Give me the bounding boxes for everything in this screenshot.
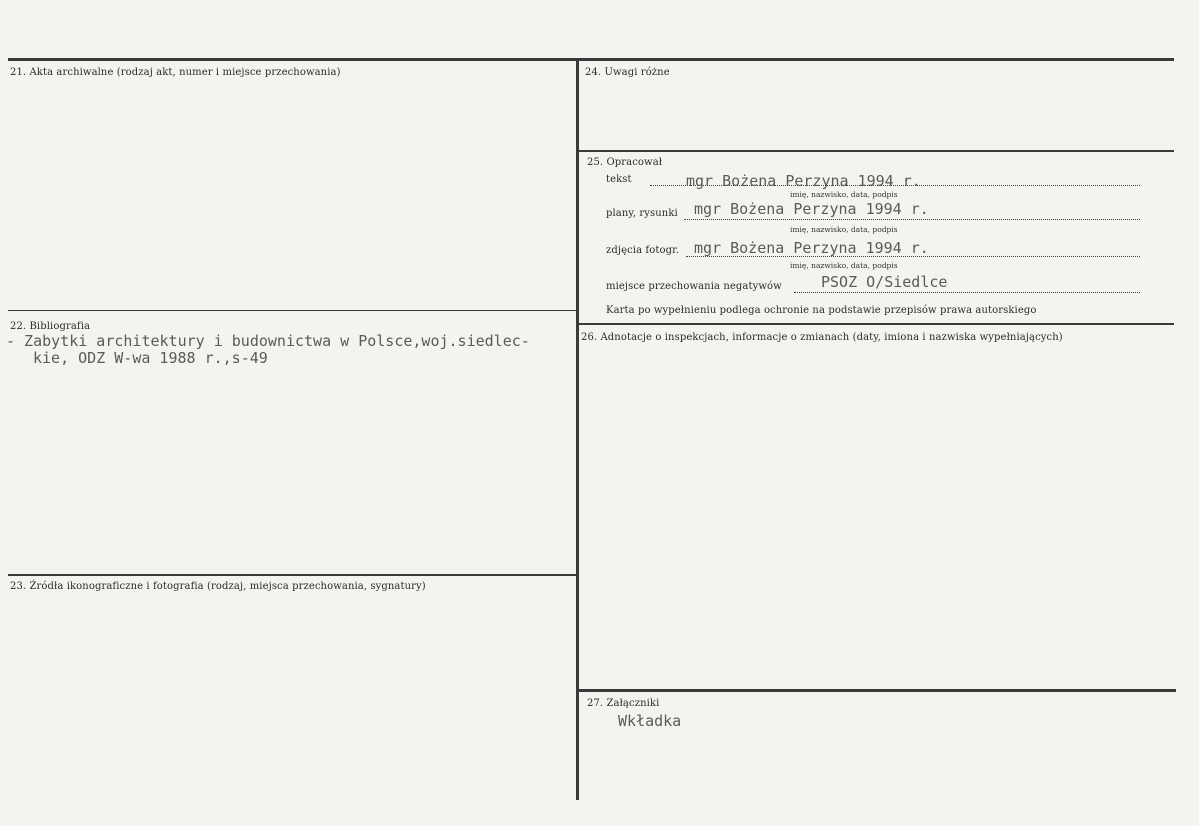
zdjecia-caption: imię, nazwisko, data, podpis	[790, 261, 898, 270]
zdjecia-label: zdjęcia fotogr.	[606, 245, 680, 256]
section-21-title: 21. Akta archiwalne (rodzaj akt, numer i miejsce przechowania)	[10, 67, 341, 78]
section-23-title: 23. Źródła ikonograficzne i fotografia (rodzaj, miejsca przechowania, sygnatury)	[10, 581, 426, 592]
attachments-value: Wkładka	[618, 712, 682, 730]
plany-caption: imię, nazwisko, data, podpis	[790, 225, 898, 234]
rule-25-26	[578, 323, 1174, 325]
section-22-title: 22. Bibliografia	[10, 321, 91, 332]
rule-26-27	[578, 689, 1176, 692]
section-24-title: 24. Uwagi różne	[585, 67, 670, 78]
section-27-title: 27. Załączniki	[587, 698, 660, 709]
bibliography-line-2: kie, ODZ W-wa 1988 r.,s-49	[33, 349, 268, 367]
tekst-value: mgr Bożena Perzyna 1994 r.	[686, 172, 921, 190]
section-26-title: 26. Adnotacje o inspekcjach, informacje o zmianach (daty, imiona i nazwiska wypełniających)	[581, 332, 1063, 343]
rule-21-22	[8, 310, 578, 311]
top-rule	[8, 58, 1174, 61]
tekst-label: tekst	[606, 174, 632, 185]
miejsce-value: PSOZ O/Siedlce	[821, 273, 948, 291]
bibliography-line-1: - Zabytki architektury i budownictwa w Polsce,woj.siedlec-	[6, 332, 530, 350]
tekst-caption: imię, nazwisko, data, podpis	[790, 190, 898, 199]
miejsce-label: miejsce przechowania negatywów	[606, 281, 782, 292]
zdjecia-value: mgr Bożena Perzyna 1994 r.	[694, 239, 929, 257]
section-25-title: 25. Opracował	[587, 157, 663, 168]
plany-value: mgr Bożena Perzyna 1994 r.	[694, 200, 929, 218]
miejsce-line	[794, 292, 1140, 293]
plany-line	[684, 219, 1140, 220]
rule-24-25	[578, 150, 1174, 152]
plany-label: plany, rysunki	[606, 208, 678, 219]
rule-22-23	[8, 574, 578, 576]
copyright-note: Karta po wypełnieniu podlega ochronie na podstawie przepisów prawa autorskiego	[606, 305, 1037, 316]
